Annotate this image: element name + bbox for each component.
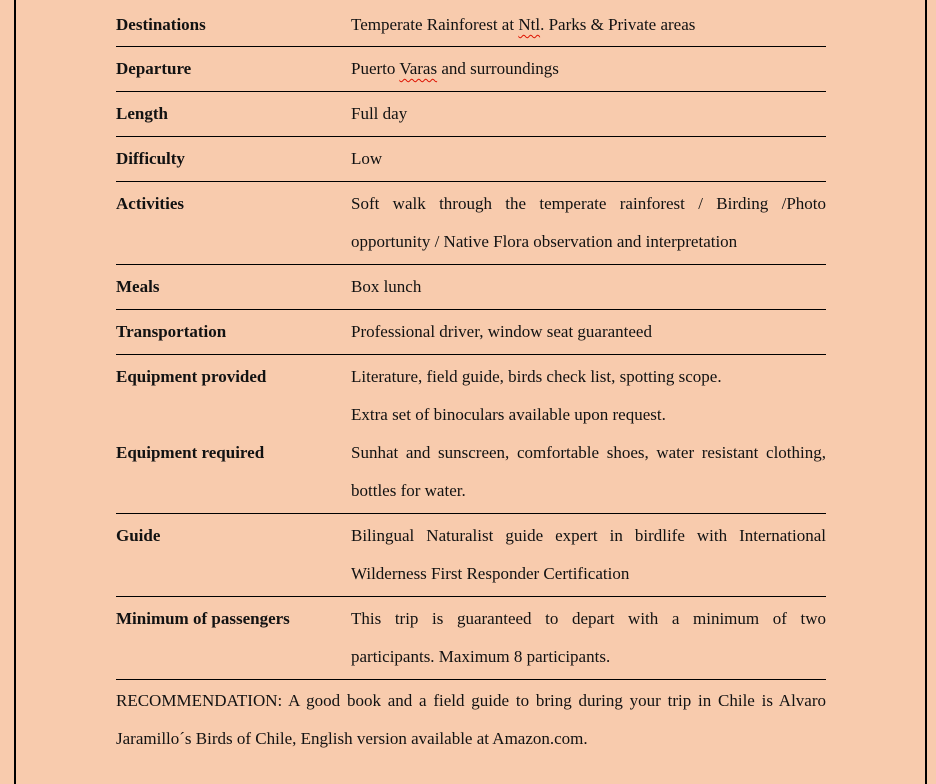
row-label: Equipment provided [116, 367, 267, 386]
row-value-cell [351, 95, 826, 133]
text-segment: Wilderness First Responder Certification [351, 564, 630, 583]
row-value-cell [351, 50, 826, 88]
recommendation-paragraph [116, 682, 826, 758]
value-line [351, 472, 826, 510]
text-segment: This trip is guaranteed to depart with a minimum of two [351, 609, 826, 628]
table-row [116, 310, 826, 355]
row-label: Transportation [116, 322, 227, 341]
table-row [116, 265, 826, 310]
table-row [116, 597, 826, 680]
row-label-cell [116, 358, 351, 510]
row-value-cell [351, 313, 826, 351]
text-segment: Extra set of binoculars available upon request. [351, 405, 666, 424]
value-line [351, 313, 826, 351]
value-line [351, 223, 826, 261]
text-segment: Literature, field guide, birds check list, spotting scope. [351, 367, 722, 386]
row-label-cell [116, 6, 351, 44]
value-line [351, 358, 826, 396]
text-segment: Soft walk through the temperate rainforest / Birding /Photo [351, 194, 826, 213]
text-segment: bottles for water. [351, 481, 466, 500]
row-label: Minimum of passengers [116, 609, 290, 628]
text-segment: participants. Maximum 8 participants. [351, 647, 611, 666]
text-segment: Sunhat and sunscreen, comfortable shoes, water resistant clothing, [351, 443, 826, 462]
row-label: Guide [116, 526, 161, 545]
value-line [351, 185, 826, 223]
table-row [116, 137, 826, 182]
row-label: Difficulty [116, 149, 185, 168]
table-row [116, 182, 826, 265]
value-line [351, 140, 826, 178]
page-border-left [14, 0, 16, 784]
row-label: Length [116, 104, 168, 123]
text-segment: and surroundings [437, 59, 559, 78]
row-value-cell [351, 358, 826, 510]
text-segment: Temperate Rainforest at [351, 15, 519, 34]
misspelled-word: Ntl [518, 15, 541, 34]
row-value-cell [351, 6, 826, 44]
value-line [351, 638, 826, 676]
table-row [116, 92, 826, 137]
recommendation-line: Jaramillo´s Birds of Chile, English version available at Amazon.com. [116, 729, 588, 748]
row-value-cell [351, 140, 826, 178]
text-segment: opportunity / Native Flora observation and interpretation [351, 232, 738, 251]
misspelled-word: Varas [399, 59, 438, 78]
table-row [116, 355, 826, 514]
value-line [351, 50, 826, 88]
value-line [351, 434, 826, 472]
row-value-cell [351, 517, 826, 593]
value-line [351, 517, 826, 555]
value-line [351, 396, 826, 434]
row-label-cell [116, 600, 351, 676]
row-label-cell [116, 95, 351, 133]
page-border-right [925, 0, 927, 784]
row-value-cell [351, 185, 826, 261]
table-row [116, 0, 826, 47]
value-line [351, 95, 826, 133]
text-segment: Bilingual Naturalist guide expert in birdlife with International [351, 526, 826, 545]
tour-info-table [116, 0, 826, 680]
table-row [116, 514, 826, 597]
row-label: Departure [116, 59, 192, 78]
text-segment: Low [351, 149, 383, 168]
table-row [116, 47, 826, 92]
value-line [351, 6, 826, 44]
text-segment: Box lunch [351, 277, 422, 296]
value-line [351, 555, 826, 593]
value-line [351, 600, 826, 638]
text-segment: Full day [351, 104, 408, 123]
row-label: Activities [116, 194, 184, 213]
value-line [351, 268, 826, 306]
row-label-cell [116, 50, 351, 88]
row-value-cell [351, 268, 826, 306]
row-value-cell [351, 600, 826, 676]
row-label-cell [116, 140, 351, 178]
row-label: Destinations [116, 15, 206, 34]
row-label: Equipment required [116, 443, 265, 462]
row-label-cell [116, 313, 351, 351]
row-label-cell [116, 517, 351, 593]
text-segment: Professional driver, window seat guaranteed [351, 322, 652, 341]
row-label-cell [116, 268, 351, 306]
recommendation-line: RECOMMENDATION: A good book and a field guide to bring during your trip in Chile is Alvaro [116, 691, 826, 710]
text-segment: . Parks & Private areas [540, 15, 696, 34]
document-content [116, 0, 826, 758]
row-label-cell [116, 185, 351, 261]
text-segment: Puerto [351, 59, 400, 78]
row-label: Meals [116, 277, 160, 296]
